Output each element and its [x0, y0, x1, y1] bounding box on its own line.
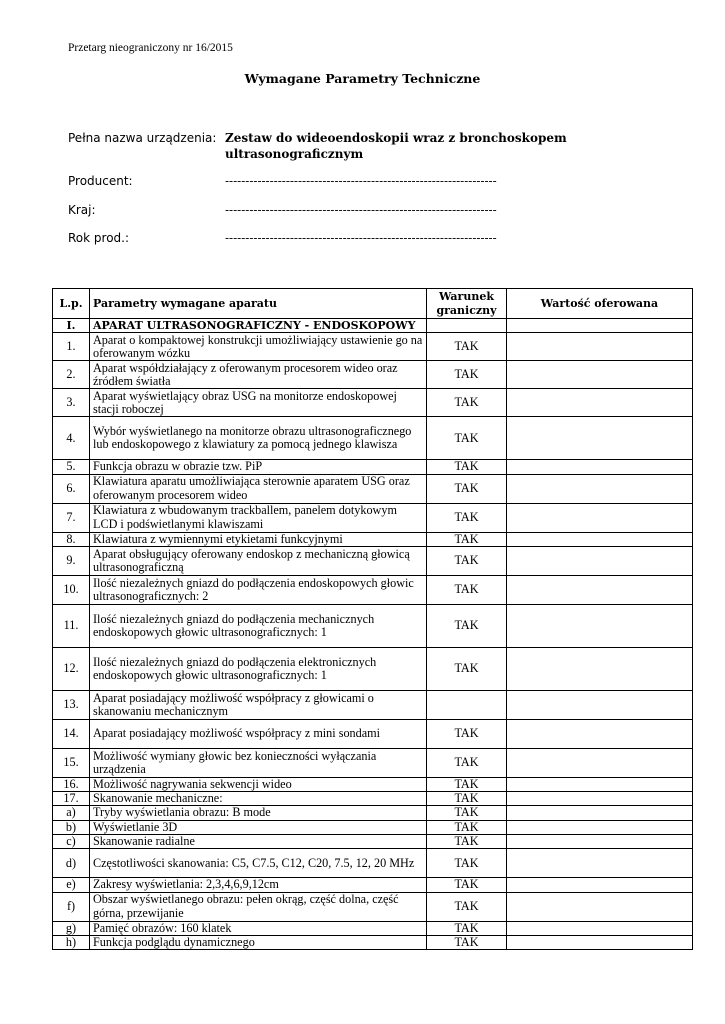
- row-condition: TAK: [427, 575, 507, 604]
- row-number: 5.: [53, 460, 90, 474]
- table-row: [53, 503, 693, 532]
- table-row: [53, 417, 693, 460]
- row-condition: TAK: [427, 892, 507, 921]
- row-condition: TAK: [427, 820, 507, 834]
- row-number: 7.: [53, 503, 90, 532]
- row-parameter: Tryby wyświetlania obrazu: B mode: [90, 806, 427, 820]
- row-offered-value[interactable]: [507, 503, 693, 532]
- row-condition: TAK: [427, 935, 507, 949]
- row-offered-value[interactable]: [507, 389, 693, 417]
- parameters-table: [52, 288, 693, 950]
- section-condition: [427, 319, 507, 333]
- row-condition: TAK: [427, 806, 507, 820]
- row-parameter: Skanowanie radialne: [90, 835, 427, 849]
- row-parameter: Klawiatura z wymiennymi etykietami funkcyjnymi: [90, 532, 427, 546]
- row-parameter: Aparat o kompaktowej konstrukcji umożliwiający ustawienie go na oferowanym wózku: [90, 333, 427, 361]
- row-number: 2.: [53, 361, 90, 389]
- table-row: [53, 892, 693, 921]
- row-condition: TAK: [427, 361, 507, 389]
- section-row: [53, 319, 693, 333]
- row-offered-value[interactable]: [507, 532, 693, 546]
- row-parameter: Aparat posiadający możliwość współpracy z mini sondami: [90, 719, 427, 748]
- table-row: [53, 719, 693, 748]
- row-number: 15.: [53, 748, 90, 777]
- row-number: d): [53, 849, 90, 878]
- row-offered-value[interactable]: [507, 333, 693, 361]
- row-parameter: Aparat obsługujący oferowany endoskop z mechaniczną głowicą ultrasonograficzną: [90, 546, 427, 575]
- row-offered-value[interactable]: [507, 892, 693, 921]
- row-offered-value[interactable]: [507, 719, 693, 748]
- row-condition: TAK: [427, 748, 507, 777]
- row-offered-value[interactable]: [507, 777, 693, 791]
- row-offered-value[interactable]: [507, 835, 693, 849]
- row-condition: TAK: [427, 878, 507, 892]
- row-parameter: Wybór wyświetlanego na monitorze obrazu ultrasonograficznego lub endoskopowego z klawiatury za pomocą jednego klawisza: [90, 417, 427, 460]
- device-name-value: Zestaw do wideoendoskopii wraz z bronchoskopem ultrasonograficznym: [225, 131, 567, 161]
- row-condition: TAK: [427, 921, 507, 935]
- row-number: 11.: [53, 604, 90, 647]
- row-condition: TAK: [427, 474, 507, 503]
- row-number: f): [53, 892, 90, 921]
- year-field[interactable]: -------------------------------------------------------------------: [225, 231, 497, 245]
- table-row: [53, 921, 693, 935]
- row-offered-value[interactable]: [507, 849, 693, 878]
- row-condition: [427, 690, 507, 719]
- row-offered-value[interactable]: [507, 878, 693, 892]
- table-row: [53, 546, 693, 575]
- table-row: [53, 777, 693, 791]
- section-value: [507, 319, 693, 333]
- row-parameter: Ilość niezależnych gniazd do podłączenia mechanicznych endoskopowych głowic ultrasonograficznych: 1: [90, 604, 427, 647]
- row-condition: TAK: [427, 333, 507, 361]
- table-row: [53, 647, 693, 690]
- row-offered-value[interactable]: [507, 575, 693, 604]
- row-number: e): [53, 878, 90, 892]
- row-condition: TAK: [427, 792, 507, 806]
- row-condition: TAK: [427, 719, 507, 748]
- row-number: 14.: [53, 719, 90, 748]
- year-label: Rok prod.:: [68, 231, 130, 245]
- table-row: [53, 389, 693, 417]
- section-title: APARAT ULTRASONOGRAFICZNY - ENDOSKOPOWY: [90, 319, 427, 333]
- row-number: g): [53, 921, 90, 935]
- row-condition: TAK: [427, 389, 507, 417]
- table-row: [53, 792, 693, 806]
- row-number: c): [53, 835, 90, 849]
- row-condition: TAK: [427, 777, 507, 791]
- table-row: [53, 474, 693, 503]
- row-offered-value[interactable]: [507, 935, 693, 949]
- row-condition: TAK: [427, 532, 507, 546]
- row-number: 12.: [53, 647, 90, 690]
- row-number: 3.: [53, 389, 90, 417]
- row-parameter: Ilość niezależnych gniazd do podłączenia endoskopowych głowic ultrasonograficznych: 2: [90, 575, 427, 604]
- row-offered-value[interactable]: [507, 647, 693, 690]
- row-parameter: Klawiatura aparatu umożliwiająca sterownie aparatem USG oraz oferowanym procesorem wideo: [90, 474, 427, 503]
- row-parameter: Częstotliwości skanowania: C5, C7.5, C12, C20, 7.5, 12, 20 MHz: [90, 849, 427, 878]
- row-offered-value[interactable]: [507, 361, 693, 389]
- table-row: [53, 575, 693, 604]
- row-offered-value[interactable]: [507, 921, 693, 935]
- table-row: [53, 748, 693, 777]
- row-parameter: Zakresy wyświetlania: 2,3,4,6,9,12cm: [90, 878, 427, 892]
- row-parameter: Aparat współdziałający z oferowanym procesorem wideo oraz źródłem światła: [90, 361, 427, 389]
- row-number: 1.: [53, 333, 90, 361]
- row-number: h): [53, 935, 90, 949]
- row-offered-value[interactable]: [507, 690, 693, 719]
- table-header-row: [53, 289, 693, 319]
- row-condition: TAK: [427, 835, 507, 849]
- header-offered-value: Wartość oferowana: [507, 289, 693, 319]
- row-offered-value[interactable]: [507, 546, 693, 575]
- row-condition: TAK: [427, 417, 507, 460]
- table-row: [53, 806, 693, 820]
- table-row: [53, 820, 693, 834]
- row-offered-value[interactable]: [507, 748, 693, 777]
- table-row: [53, 604, 693, 647]
- row-parameter: Klawiatura z wbudowanym trackballem, panelem dotykowym LCD i podświetlanymi klawiszami: [90, 503, 427, 532]
- table-row: [53, 690, 693, 719]
- row-number: 4.: [53, 417, 90, 460]
- row-condition: TAK: [427, 604, 507, 647]
- header-condition: Warunek graniczny: [427, 289, 507, 319]
- row-number: b): [53, 820, 90, 834]
- table-row: [53, 460, 693, 474]
- row-offered-value[interactable]: [507, 474, 693, 503]
- table-row: [53, 935, 693, 949]
- row-offered-value[interactable]: [507, 460, 693, 474]
- table-row: [53, 835, 693, 849]
- row-condition: TAK: [427, 849, 507, 878]
- section-number: I.: [53, 319, 90, 333]
- row-number: 16.: [53, 777, 90, 791]
- row-number: 9.: [53, 546, 90, 575]
- row-parameter: Funkcja podglądu dynamicznego: [90, 935, 427, 949]
- producer-field[interactable]: -------------------------------------------------------------------: [225, 174, 497, 188]
- row-parameter: Możliwość wymiany głowic bez konieczności wyłączania urządzenia: [90, 748, 427, 777]
- row-number: 10.: [53, 575, 90, 604]
- table-row: [53, 532, 693, 546]
- row-parameter: Aparat wyświetlający obraz USG na monitorze endoskopowej stacji roboczej: [90, 389, 427, 417]
- row-offered-value[interactable]: [507, 806, 693, 820]
- country-label: Kraj:: [68, 203, 96, 217]
- row-condition: TAK: [427, 460, 507, 474]
- table-row: [53, 361, 693, 389]
- row-offered-value[interactable]: [507, 792, 693, 806]
- header-parameters: Parametry wymagane aparatu: [90, 289, 427, 319]
- row-number: 6.: [53, 474, 90, 503]
- tender-number: Przetarg nieograniczony nr 16/2015: [68, 42, 233, 54]
- row-parameter: Możliwość nagrywania sekwencji wideo: [90, 777, 427, 791]
- row-parameter: Ilość niezależnych gniazd do podłączenia elektronicznych endoskopowych głowic ultrasonograficznych: 1: [90, 647, 427, 690]
- row-number: 13.: [53, 690, 90, 719]
- row-number: a): [53, 806, 90, 820]
- row-offered-value[interactable]: [507, 820, 693, 834]
- row-condition: TAK: [427, 647, 507, 690]
- row-offered-value[interactable]: [507, 604, 693, 647]
- table-row: [53, 333, 693, 361]
- row-parameter: Wyświetlanie 3D: [90, 820, 427, 834]
- country-field[interactable]: -------------------------------------------------------------------: [225, 203, 497, 217]
- row-parameter: Funkcja obrazu w obrazie tzw. PiP: [90, 460, 427, 474]
- producer-label: Producent:: [68, 174, 133, 188]
- row-offered-value[interactable]: [507, 417, 693, 460]
- table-row: [53, 849, 693, 878]
- header-lp: L.p.: [53, 289, 90, 319]
- row-condition: TAK: [427, 546, 507, 575]
- document-title: Wymagane Parametry Techniczne: [244, 71, 481, 86]
- row-parameter: Skanowanie mechaniczne:: [90, 792, 427, 806]
- row-parameter: Aparat posiadający możliwość współpracy z głowicami o skanowaniu mechanicznym: [90, 690, 427, 719]
- row-parameter: Pamięć obrazów: 160 klatek: [90, 921, 427, 935]
- row-condition: TAK: [427, 503, 507, 532]
- device-name-label: Pełna nazwa urządzenia:: [68, 131, 217, 145]
- row-parameter: Obszar wyświetlanego obrazu: pełen okrąg, część dolna, część górna, przewijanie: [90, 892, 427, 921]
- row-number: 8.: [53, 532, 90, 546]
- row-number: 17.: [53, 792, 90, 806]
- table-row: [53, 878, 693, 892]
